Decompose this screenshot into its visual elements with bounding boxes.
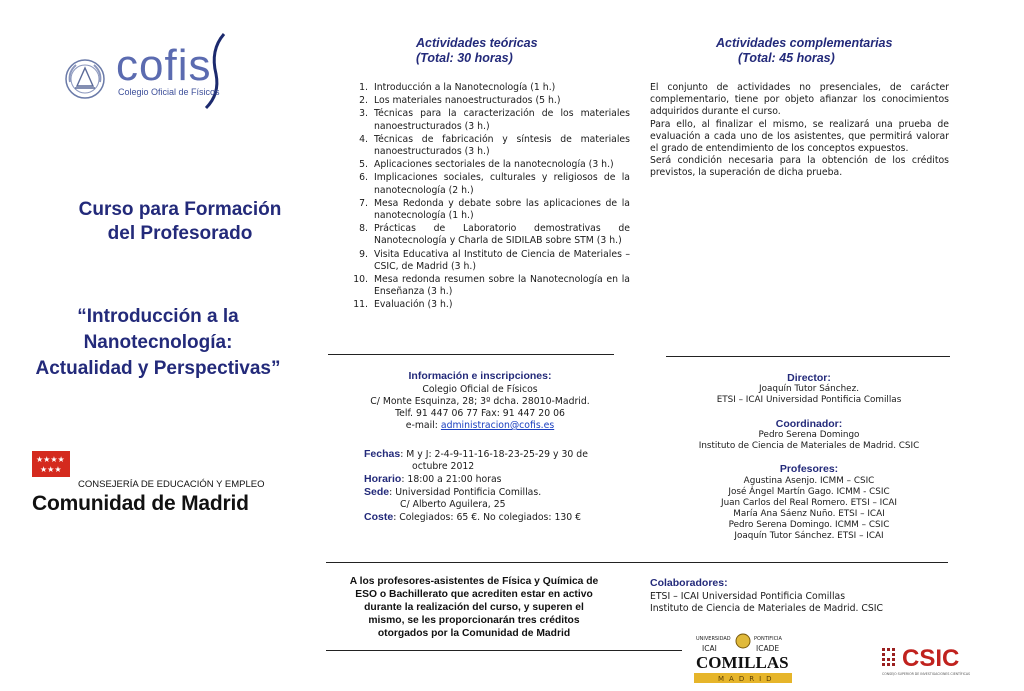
list-item-text: Implicaciones sociales, culturales y religiosos de la nanotecnología (2 h.) xyxy=(374,172,630,196)
list-item-text: Mesa Redonda y debate sobre las aplicaciones de la nanotecnología (1 h.) xyxy=(374,197,630,222)
notice-line: durante la realización del curso, y superen el xyxy=(364,602,584,613)
credits-notice xyxy=(326,575,622,640)
dates-value: : M y J: 2-4-9-11-16-18-23-25-29 y 30 de xyxy=(400,449,588,460)
info-line: C/ Monte Esquinza, 28; 3º dcha. 28010-Madrid. xyxy=(370,396,590,407)
collaborator-line: ETSI – ICAI Universidad Pontificia Comillas xyxy=(650,591,846,602)
comunidad-madrid-flag-icon xyxy=(32,451,70,477)
notice-line: A los profesores-asistentes de Física y Química de xyxy=(349,576,599,587)
list-item-text: Visita Educativa al Instituto de Ciencia de Materiales – CSIC, de Madrid (3 h.) xyxy=(374,248,630,272)
cost-label: Coste xyxy=(364,511,394,523)
course-title-line: del Profesorado xyxy=(107,223,253,244)
director-heading: Director: xyxy=(787,372,831,384)
cost-line xyxy=(364,511,634,525)
cofis-logo-wordmark: cofis xyxy=(116,41,212,90)
list-item-text: Técnicas de fabricación y síntesis de materiales nanoestructurados (3 h.) xyxy=(374,133,630,158)
complementary-paragraph: El conjunto de actividades no presenciales, de carácter complementario, tiene por objeto afianzar los conocimientos adquiridos durante el curso. xyxy=(650,82,949,118)
list-item-number: 7. xyxy=(359,197,368,209)
list-item-number: 8. xyxy=(359,223,368,235)
notice-line: ESO o Bachillerato que acrediten estar en activo xyxy=(355,589,593,600)
comillas-logo-graphic xyxy=(694,632,792,684)
divider xyxy=(326,650,682,651)
coordinator-heading: Coordinador: xyxy=(775,418,843,430)
complementary-title: Actividades complementarias xyxy=(716,36,893,50)
complementary-text xyxy=(650,82,949,180)
professor-line: Agustina Asenjo. ICMM – CSIC xyxy=(743,476,875,486)
cofis-seal-icon xyxy=(64,58,106,100)
email-link[interactable]: administracion@cofis.es xyxy=(440,420,555,431)
list-item-number: 9. xyxy=(359,248,368,260)
director-line: ETSI – ICAI Universidad Pontificia Comillas xyxy=(716,395,902,405)
info-heading: Información e inscripciones: xyxy=(408,370,552,382)
list-item-text: Aplicaciones sectoriales de la nanotecnología (3 h.) xyxy=(374,159,614,171)
list-item-text: Técnicas para la caracterización de los materiales nanoestructurados (3 h.) xyxy=(374,108,630,132)
course-subtitle-line: Nanotecnología: xyxy=(83,332,233,353)
comillas-top-left: UNIVERSIDAD xyxy=(696,636,731,642)
list-item-number: 5. xyxy=(359,159,368,171)
course-subtitle-line: “Introducción a la xyxy=(77,306,239,327)
info-email-line xyxy=(330,420,630,431)
info-line: Colegio Oficial de Físicos xyxy=(422,384,538,395)
list-item-number: 11. xyxy=(353,299,368,311)
coordinator-line: Pedro Serena Domingo xyxy=(758,430,860,440)
csic-logo xyxy=(880,644,992,678)
collaborator-line: Instituto de Ciencia de Materiales de Madrid. CSIC xyxy=(650,603,884,614)
professor-line: Juan Carlos del Real Romero. ETSI – ICAI xyxy=(720,498,898,508)
collaborators-heading: Colaboradores: xyxy=(650,577,728,589)
list-item xyxy=(346,172,630,196)
comillas-mid-right: ICADE xyxy=(756,644,780,653)
list-item xyxy=(346,82,630,94)
notice-line: mismo, se les proporcionarán tres créditos xyxy=(368,615,580,626)
comillas-mid-left: ICAI xyxy=(702,644,717,653)
complementary-paragraph: Será condición necesaria para la obtención de los créditos previstos, la superación de dicha prueba. xyxy=(650,155,949,179)
comillas-name: COMILLAS xyxy=(696,653,789,672)
svg-text:★★★★: ★★★★ xyxy=(36,455,65,464)
svg-text:★★★: ★★★ xyxy=(40,465,62,474)
course-title-line: Curso para Formación xyxy=(78,199,282,220)
list-item-number: 2. xyxy=(359,95,368,107)
divider xyxy=(328,354,614,355)
course-subtitle xyxy=(8,304,308,382)
schedule-label: Horario xyxy=(364,473,402,485)
activities-title: Actividades teóricas xyxy=(416,36,538,50)
info-line: Telf. 91 447 06 77 Fax: 91 447 20 06 xyxy=(395,408,565,419)
notice-line: otorgados por la Comunidad de Madrid xyxy=(377,628,571,639)
comillas-logo xyxy=(694,632,792,684)
list-item-number: 4. xyxy=(359,133,368,145)
venue-label: Sede xyxy=(364,486,390,498)
activities-list xyxy=(346,82,630,313)
complementary-paragraph: Para ello, al finalizar el mismo, se realizará una prueba de evaluación a cada uno de los asistentes, que permitirá valorar el grado de entendimiento de los conceptos expuestos. xyxy=(650,118,949,155)
venue-line xyxy=(364,486,634,500)
list-item xyxy=(346,108,630,132)
venue-value: : Universidad Pontificia Comillas. xyxy=(389,487,542,498)
csic-caption: CONSEJO SUPERIOR DE INVESTIGACIONES CIENTÍFICAS xyxy=(882,672,971,676)
comillas-top-right: PONTIFICIA xyxy=(754,636,782,642)
list-item-text: Evaluación (3 h.) xyxy=(374,299,453,311)
list-item xyxy=(346,299,630,311)
list-item xyxy=(346,198,630,222)
sponsor-department: CONSEJERÍA DE EDUCACIÓN Y EMPLEO xyxy=(78,479,265,490)
list-item xyxy=(346,223,630,247)
cost-value: : Colegiados: 65 €. No colegiados: 130 € xyxy=(393,512,582,523)
director-line: Joaquín Tutor Sánchez. xyxy=(759,384,859,394)
cofis-logo-subtitle: Colegio Oficial de Físicos xyxy=(118,87,220,97)
list-item xyxy=(346,95,630,107)
sponsor-name: Comunidad de Madrid xyxy=(32,492,249,515)
professor-line: Pedro Serena Domingo. ICMM – CSIC xyxy=(728,520,890,530)
csic-name: CSIC xyxy=(902,645,960,672)
csic-logo-graphic xyxy=(880,644,992,678)
professor-line: María Ana Sáenz Nuño. ETSI – ICAI xyxy=(733,509,885,519)
list-item-number: 3. xyxy=(359,108,368,120)
course-subtitle-line: Actualidad y Perspectivas” xyxy=(35,358,281,379)
list-item xyxy=(346,274,630,298)
dates-label: Fechas xyxy=(364,448,401,460)
list-item-text: Introducción a la Nanotecnología (1 h.) xyxy=(374,82,556,93)
coordinator-line: Instituto de Ciencia de Materiales de Madrid. CSIC xyxy=(698,441,920,451)
list-item xyxy=(346,159,630,171)
list-item-number: 1. xyxy=(359,82,368,93)
venue-address: C/ Alberto Aguilera, 25 xyxy=(400,499,506,510)
schedule-value: : 18:00 a 21:00 horas xyxy=(401,474,502,485)
dates-value-cont: octubre 2012 xyxy=(412,461,475,472)
professor-line: Joaquín Tutor Sánchez. ETSI – ICAI xyxy=(734,531,884,541)
info-email-label: e-mail: xyxy=(405,420,441,431)
list-item-text: Los materiales nanoestructurados (5 h.) xyxy=(374,95,561,107)
course-title xyxy=(40,198,320,246)
professors-heading: Profesores: xyxy=(779,463,839,475)
list-item-number: 10. xyxy=(353,274,368,286)
list-item-number: 6. xyxy=(359,172,368,184)
list-item xyxy=(346,249,630,273)
list-item-text: Prácticas de Laboratorio demostrativas de Nanotecnología y Charla de SIDILAB sobre STM (3 h.) xyxy=(374,223,630,247)
dates-line xyxy=(364,448,634,462)
divider xyxy=(326,562,948,563)
comillas-city: MADRID xyxy=(718,675,777,683)
professor-line: José Ángel Martín Gago. ICMM - CSIC xyxy=(728,487,890,497)
schedule-line xyxy=(364,473,634,487)
list-item-text: Mesa redonda resumen sobre la Nanotecnología en la Enseñanza (3 h.) xyxy=(374,274,630,298)
complementary-subtitle: (Total: 45 horas) xyxy=(738,51,835,65)
list-item xyxy=(346,134,630,158)
cofis-swoosh-icon xyxy=(196,30,236,110)
divider xyxy=(666,356,950,357)
activities-subtitle: (Total: 30 horas) xyxy=(416,51,513,65)
